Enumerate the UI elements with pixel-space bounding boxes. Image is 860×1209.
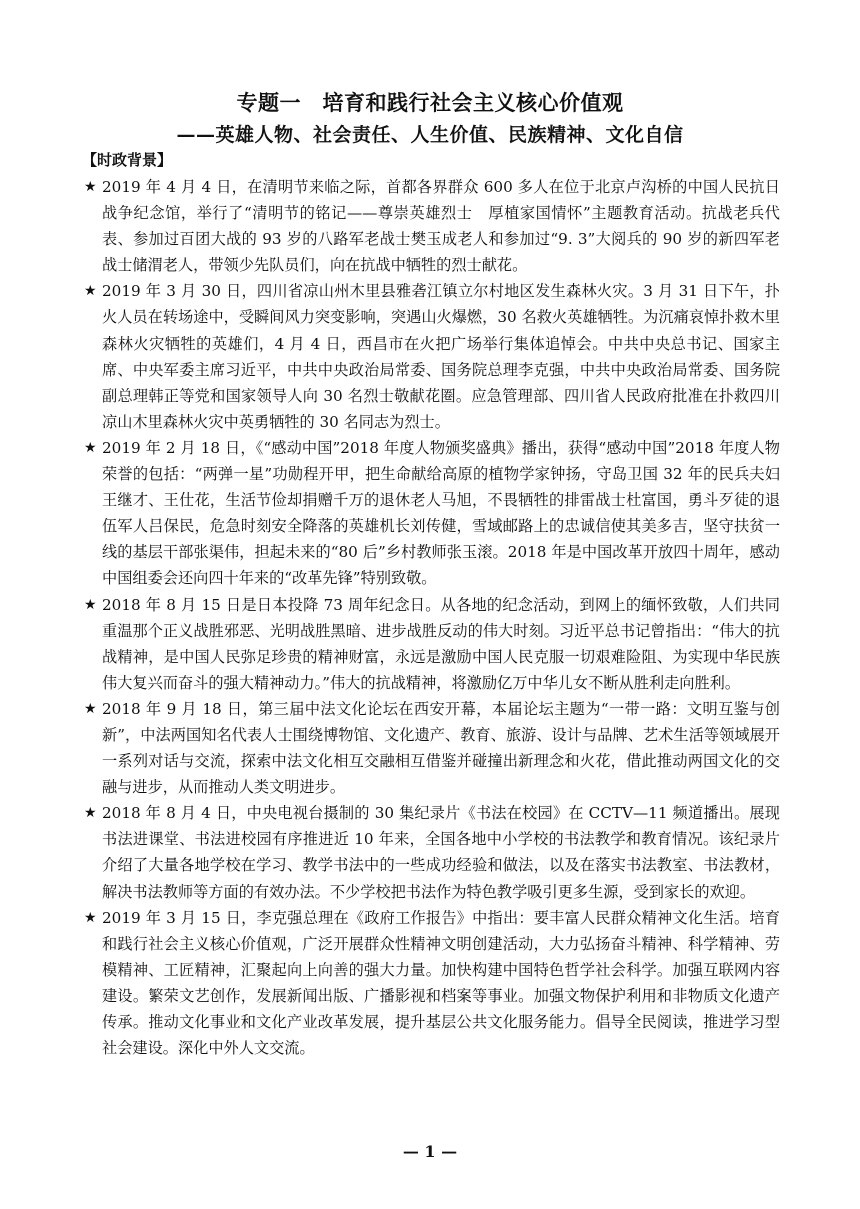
star-bullet-icon: ★ bbox=[84, 596, 97, 613]
list-item bbox=[84, 800, 780, 904]
page-number: — 1 — bbox=[402, 1142, 458, 1161]
list-item bbox=[84, 592, 780, 696]
list-item bbox=[84, 435, 780, 592]
list-item-text: 2019 年 4 月 4 日，在清明节来临之际，首都各界群众 600 多人在位于北京卢沟桥的中国人民抗日战争纪念馆，举行了“清明节的铭记——尊崇英雄烈士 厚植家国情怀”主题教育活动。抗战老兵代表、参加过百团大战的 93 岁的八路军老战士樊玉成老人和参加过“9. 3”大阅兵的 90 岁的新四军老战士储渭老人，带领少先队员们，向在抗战中牺牲的烈士献花。 bbox=[102, 178, 780, 275]
list-item bbox=[84, 905, 780, 1062]
list-item bbox=[84, 174, 780, 278]
list-item-text: 2019 年 2 月 18 日，《“感动中国”2018 年度人物颁奖盛典》播出，获得“感动中国”2018 年度人物荣誉的包括：“两弹一星”功勋程开甲，把生命献给高原的植物学家钟扬，守岛卫国 32 年的民兵夫妇王继才、王仕花，生活节俭却捐赠千万的退休老人马旭，不畏牺牲的排雷战士杜富国，勇斗歹徒的退伍军人吕保民，危急时刻安全降落的英雄机长刘传健，雪域邮路上的忠诚信使其美多吉，坚守扶贫一线的基层干部张渠伟，担起未来的“80 后”乡村教师张玉滚。2018 年是中国改革开放四十周年，感动中国组委会还向四十年来的“改革先锋”特别致敬。 bbox=[102, 438, 780, 588]
star-bullet-icon: ★ bbox=[84, 909, 97, 926]
star-bullet-icon: ★ bbox=[84, 439, 97, 456]
section-label: 【时政背景】 bbox=[82, 151, 173, 169]
page-title: 专题一 培育和践行社会主义核心价值观 bbox=[236, 90, 624, 115]
star-bullet-icon: ★ bbox=[84, 700, 97, 717]
list-item-text: 2018 年 8 月 4 日，中央电视台摄制的 30 集纪录片《书法在校园》在 CCTV—11 频道播出。展现书法进课堂、书法进校园有序推进近 10 年来，全国各地中小学校的书法教学和教育情况。该纪录片介绍了大量各地学校在学习、教学书法中的一些成功经验和做法，以及在落实书法教室、书法教材，解决书法教师等方面的有效办法。不少学校把书法作为特色教学吸引更多生源，受到家长的欢迎。 bbox=[102, 804, 780, 901]
star-bullet-icon: ★ bbox=[84, 805, 97, 822]
page-subtitle: ——英雄人物、社会责任、人生价值、民族精神、文化自信 bbox=[176, 124, 684, 146]
list-item bbox=[84, 696, 780, 800]
list-item-text: 2019 年 3 月 15 日，李克强总理在《政府工作报告》中指出：要丰富人民群众精神文化生活。培育和践行社会主义核心价值观，广泛开展群众性精神文明创建活动，大力弘扬奋斗精神、科学精神、劳模精神、工匠精神，汇聚起向上向善的强大力量。加快构建中国特色哲学社会科学。加强互联网内容建设。繁荣文艺创作，发展新闻出版、广播影视和档案等事业。加强文物保护利用和非物质文化遗产传承。推动文化事业和文化产业改革发展，提升基层公共文化服务能力。倡导全民阅读，推进学习型社会建设。深化中外人文交流。 bbox=[102, 908, 780, 1058]
list-item-text: 2019 年 3 月 30 日，四川省凉山州木里县雅砻江镇立尔村地区发生森林火灾。3 月 31 日下午，扑火人员在转场途中，受瞬间风力突变影响，突遇山火爆燃，30 名救火英雄牺牲。为沉痛哀悼扑救木里森林火灾牺牲的英雄们，4 月 4 日，西昌市在火把广场举行集体追悼会。中共中央总书记、国家主席、中央军委主席习近平，中共中央政治局常委、国务院总理李克强，中共中央政治局常委、国务院副总理韩正等党和国家领导人向 30 名烈士敬献花圈。应急管理部、四川省人民政府批准在扑救四川凉山木里森林火灾中英勇牺牲的 30 名同志为烈士。 bbox=[102, 282, 780, 431]
list-item-text: 2018 年 9 月 18 日，第三届中法文化论坛在西安开幕，本届论坛主题为“一带一路：文明互鉴与创新”，中法两国知名代表人士围绕博物馆、文化遗产、教育、旅游、设计与品牌、艺术生活等领域展开一系列对话与交流，探索中法文化相互交融相互借鉴并碰撞出新理念和火花，借此推动两国文化的交融与进步，从而推动人类文明进步。 bbox=[102, 699, 780, 797]
news-item-list bbox=[84, 174, 780, 1061]
list-item bbox=[84, 278, 780, 435]
star-bullet-icon: ★ bbox=[84, 283, 97, 300]
list-item-text: 2018 年 8 月 15 日是日本投降 73 周年纪念日。从各地的纪念活动，到网上的缅怀致敬，人们共同重温那个正义战胜邪恶、光明战胜黑暗、进步战胜反动的伟大时刻。习近平总书记曾指出：“伟大的抗战精神，是中国人民弥足珍贵的精神财富，永远是激励中国人民克服一切艰难险阻、为实现中华民族伟大复兴而奋斗的强大精神动力。”伟大的抗战精神，将激励亿万中华儿女不断从胜利走向胜利。 bbox=[102, 595, 780, 692]
star-bullet-icon: ★ bbox=[84, 179, 97, 195]
